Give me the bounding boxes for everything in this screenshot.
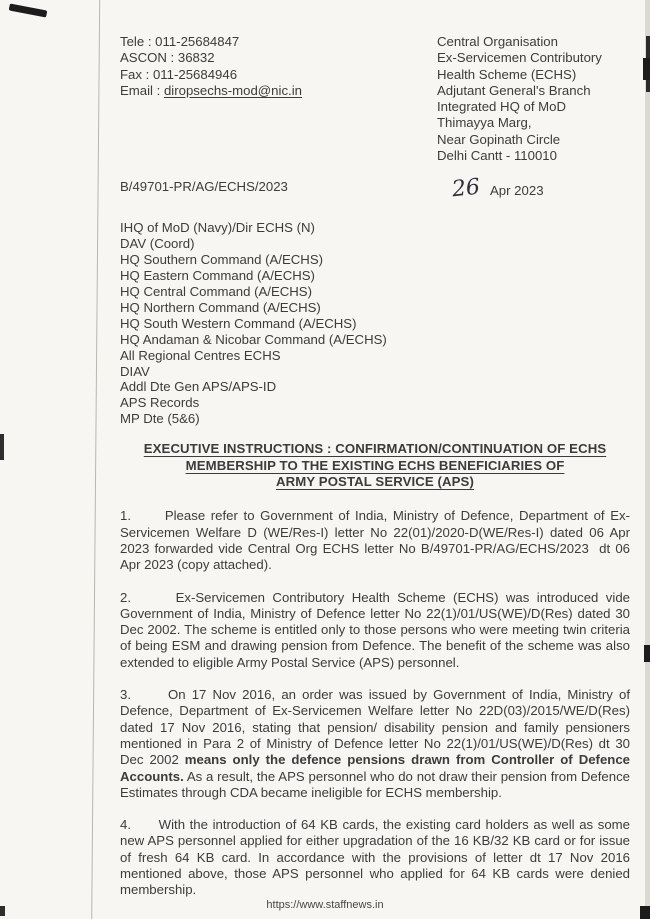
subject-title-line: ARMY POSTAL SERVICE (APS): [276, 473, 474, 489]
reference-row: [120, 174, 630, 203]
org-address-block: [437, 34, 630, 164]
para-3-text-after: As a result, the APS personnel who do not draw their pension from Defence Estimates through CDA became ineligible for ECHS membership.: [120, 768, 630, 800]
para-4: 4. With the introduction of 64 KB cards, the existing card holders as well as some new APS personnel applied for either upgradation of the 16 KB/32 KB card or for issue of fresh 64 KB card. In accordance with the provisions of letter dt 17 Nov 2016 mentioned above, those APS personnel who applied for 64 KB cards were denied membership.: [120, 817, 630, 898]
recipient-list: [120, 220, 630, 427]
org-address-line: Central Organisation: [437, 34, 558, 49]
scan-mark-right-mid: [644, 645, 650, 662]
email-address: diropsechs-mod@nic.in: [163, 82, 302, 98]
org-address-line: Integrated HQ of MoD: [437, 99, 567, 115]
subject-title: [120, 441, 630, 490]
subject-title-line: MEMBERSHIP TO THE EXISTING ECHS BENEFICIARIES OF: [185, 457, 565, 473]
recipient-line: All Regional Centres ECHS: [120, 347, 281, 363]
recipient-line: MP Dte (5&6): [120, 411, 200, 427]
org-address-line: Ex-Servicemen Contributory: [437, 50, 602, 66]
recipient-line: HQ South Western Command (A/ECHS): [120, 315, 357, 331]
fax-line: Fax : 011-25684946: [120, 66, 238, 82]
subject-title-line: EXECUTIVE INSTRUCTIONS : CONFIRMATION/CONTINUATION OF ECHS: [143, 441, 607, 457]
reference-number: B/49701-PR/AG/ECHS/2023: [120, 179, 288, 195]
para-1: 1. Please refer to Government of India, Ministry of Defence, Department of Ex-Servicemen Welfare D (WE/Res-I) letter No 22(01)/2020-D(WE/Res-I) dated 06 Apr 2023 forwarded vide Central Org ECHS letter No B/49701-PR/AG/ECHS/2023 dt 06 Apr 2023 (copy attached).: [120, 508, 630, 573]
footer-url: https://www.staffnews.in: [266, 899, 384, 911]
email-line: [120, 83, 437, 99]
para-2: 2. Ex-Servicemen Contributory Health Scheme (ECHS) was introduced vide Government of India, Ministry of Defence letter No 22(1)/01/US(WE)/D(Res) dated 30 Dec 2002. The scheme is entitled only to those persons who were meeting twin criteria of being ESM and drawing pension from Defence. The benefit of the scheme was also extended to eligible Army Postal Service (APS) personnel.: [120, 589, 630, 670]
org-address-line: Adjutant General's Branch: [437, 82, 591, 98]
letter-content: [120, 34, 630, 899]
date-typed: Apr 2023: [490, 183, 544, 199]
recipient-line: DIAV: [120, 363, 150, 379]
scan-mark-top-left: [9, 3, 48, 17]
letterhead: [120, 34, 630, 164]
org-address-line: Delhi Cantt - 110010: [437, 148, 557, 164]
para-3-text: 3. On 17 Nov 2016, an order was issued by Government of India, Ministry of Defence, Department of Ex-Servicemen Welfare letter No 22D(03)/2015/WE/D(Res) dated 17 Nov 2016, stating that pension/ disability pension and family pensioners mentioned in Para 2 of Ministry of Defence letter No 22(1)/01/US(WE)/D(Res) dt 30 Dec 2002: [120, 687, 630, 768]
recipient-line: HQ Southern Command (A/ECHS): [120, 252, 324, 268]
date-handwritten-day: 26: [450, 174, 482, 203]
scan-mark-right-top-2: [643, 58, 650, 80]
tele-line: Tele : 011-25684847: [120, 34, 240, 49]
ascon-line: ASCON : 36832: [120, 50, 215, 66]
recipient-line: Addl Dte Gen APS/APS-ID: [120, 379, 277, 395]
recipient-line: HQ Northern Command (A/ECHS): [120, 299, 321, 315]
para-3: [120, 687, 630, 801]
org-address-line: Thimayya Marg,: [437, 115, 532, 131]
org-address-line: Health Scheme (ECHS): [437, 66, 577, 82]
para-3-bold-text: means only the defence pensions drawn from Controller of Defence Accounts.: [120, 752, 631, 784]
recipient-line: HQ Central Command (A/ECHS): [120, 284, 312, 299]
recipient-line: APS Records: [120, 395, 200, 411]
recipient-line: IHQ of MoD (Navy)/Dir ECHS (N): [120, 220, 315, 236]
date-block: [437, 174, 544, 203]
recipient-line: HQ Eastern Command (A/ECHS): [120, 268, 315, 284]
recipient-line: DAV (Coord): [120, 236, 195, 252]
contact-block: [120, 34, 437, 164]
email-label: Email :: [120, 82, 164, 98]
scan-mark-left-mid: [0, 434, 4, 460]
scan-edge-shade: [645, 0, 650, 919]
scan-fold-line: [91, 0, 100, 919]
recipient-line: HQ Andaman & Nicobar Command (A/ECHS): [120, 331, 387, 347]
org-address-line: Near Gopinath Circle: [437, 131, 561, 147]
